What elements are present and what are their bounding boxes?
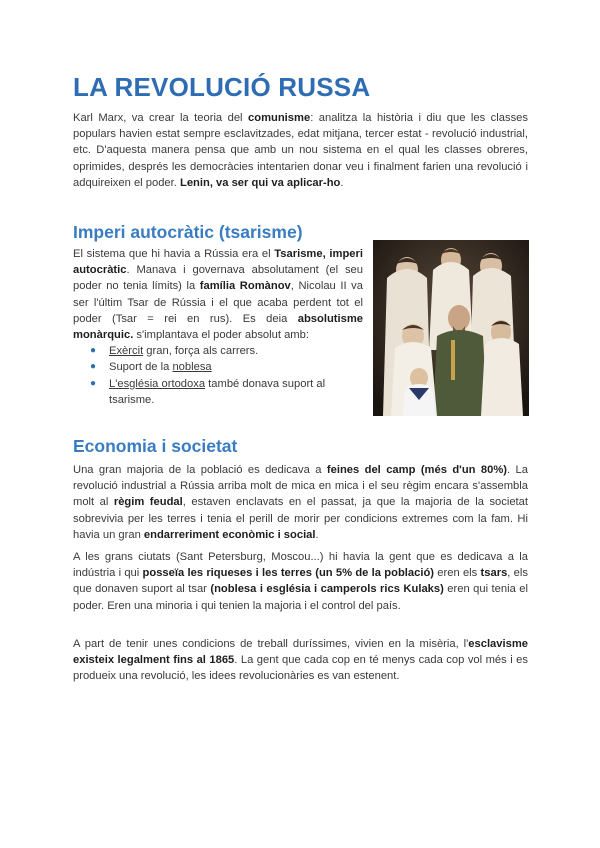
economia-paragraph-1: Una gran majoria de la població es dedicava a feines del camp (més d'un 80%). La revolució industrial a Rússia arriba molt de mica en mica i el seu règim encara s'assembla molt al règim feudal, estaven enclavats en el passat, ja que la majoria de la societat sobrevivia per les terres i tenia el perill de morir per condicions extremes com la fam. Hi havia un gran endarreriment econòmic i social. — [73, 464, 528, 541]
page-title: LA REVOLUCIÓ RUSSA — [73, 72, 371, 102]
intro-paragraph: Karl Marx, va crear la teoria del comunisme: analitza la història i diu que les classes populars havien estat sempre esclavitzades, edat mitjana, tercer estat - revolució industrial, etc. D'aquesta manera pensa que amb un nou sistema en el qual les classes obreres, oprimides, després les democràcies intentarien donar veu i finalment farien una revolució i adquireixen el poder. Lenin, va ser qui va aplicar-ho. — [73, 112, 528, 189]
tsarisme-paragraph: El sistema que hi havia a Rússia era el Tsarisme, imperi autocràtic. Manava i governava absolutament (el seu poder no tenia límits) la família Romànov, Nicolau II va ser l'últim Tsar de Rússia i el que acaba perdent tot el poder (Tsar = rei en rus). Es deia absolutisme monàrquic. s'implantava el poder absolut amb: ● Exèrcit gran, força als carrers. ● Suport de la noblesa ● L'església ortodoxa també donava suport al tsarisme. — [73, 246, 363, 408]
economia-paragraph-3: A part de tenir unes condicions de treball duríssimes, vivien en la misèria, l'esclavisme existeix legalment fins al 1865. La gent que cada cop en té menys cada cop vol més i es produeix una revolució, les idees revolucionàries es van estenent. — [73, 638, 528, 683]
section-heading-economia: Economia i societat — [73, 436, 238, 456]
list-item: ● Suport de la noblesa — [90, 361, 212, 374]
list-item: ● L'església ortodoxa també donava suport al tsarisme. — [90, 377, 326, 406]
list-item: ● Exèrcit gran, força als carrers. — [90, 345, 259, 358]
economia-paragraph-2: A les grans ciutats (Sant Petersburg, Moscou...) hi havia la gent que es dedicava a la indústria i qui posseïa les riqueses i les terres (un 5% de la població) eren els tsars, els que donaven suport al tsar (noblesa i església i camperols rics Kulaks) eren qui tenia el poder. Eren una minoria i qui tenien la majoria i el control del país. — [73, 551, 528, 612]
romanov-family-photo — [373, 240, 529, 416]
tsarisme-support-list — [73, 343, 363, 408]
section-heading-tsarisme: Imperi autocràtic (tsarisme) — [73, 222, 303, 242]
